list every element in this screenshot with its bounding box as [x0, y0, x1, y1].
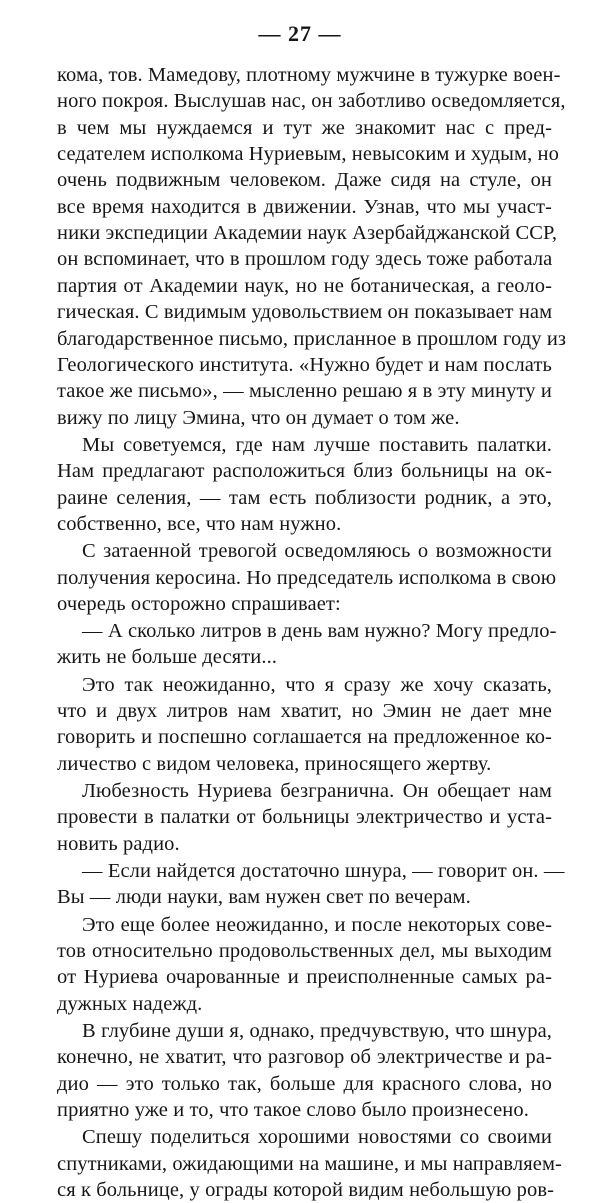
text-line: Это еще более неожиданно, и после некоторых сове-	[82, 913, 552, 936]
text-line: Мы советуемся, где нам лучше поставить палатки.	[82, 433, 552, 456]
text-line: кома, тов. Мамедову, плотному мужчине в тужурке воен-	[57, 64, 561, 86]
text-line: гическая. С видимым удовольствием он показывает нам	[57, 301, 553, 324]
text-line: жить не больше десяти...	[57, 646, 278, 669]
text-line: партия от Академии наук, но не ботаническая, а геоло-	[57, 274, 552, 297]
text-line: собственно, все, что нам нужно.	[57, 512, 342, 535]
text-line: дио — это только так, больше для красного слова, но	[57, 1072, 552, 1095]
text-line: спутниками, ожидающими на машине, и мы направляем-	[57, 1152, 562, 1175]
text-line: Спешу поделиться хорошими новостями со своими	[82, 1126, 552, 1149]
text-line: Нам предлагают расположиться близ больницы на ок-	[57, 460, 552, 483]
text-line: дужных надежд.	[57, 992, 203, 1015]
text-line: благодарственное письмо, присланное в прошлом году из	[57, 327, 567, 350]
text-line: очень подвижным человеком. Даже сидя на стуле, он	[57, 169, 552, 192]
text-line: он вспоминает, что в прошлом году здесь тоже работала	[57, 248, 553, 271]
text-line: личество с видом человека, приносящего жертву.	[57, 752, 492, 775]
text-line: седателем исполкома Нуриевым, невысоким и худым, но	[57, 143, 559, 166]
text-line: раине селения, — там есть поблизости родник, а это,	[57, 486, 552, 509]
page-number: — 27 —	[258, 21, 342, 46]
text-line: все время находится в движении. Узнав, что мы участ-	[57, 195, 552, 218]
text-line: С затаенной тревогой осведомляюсь о возможности	[82, 540, 552, 563]
text-line: ники экспедиции Академии наук Азербайджанской ССР,	[57, 222, 558, 245]
text-line: что и двух литров нам хватит, но Эмин не дает мне	[57, 700, 552, 722]
text-line: ся к больнице, у ограды которой видим небольшую ров-	[57, 1178, 555, 1201]
text-line: Это так неожиданно, что я сразу же хочу сказать,	[82, 673, 552, 696]
text-line: — А сколько литров в день вам нужно? Могу предло-	[82, 620, 557, 643]
text-line: Любезность Нуриева безгранична. Он обещает нам	[82, 780, 552, 802]
text-line: Геологического института. «Нужно будет и нам послать	[57, 353, 552, 376]
text-line: говорить и поспешно соглашается на предложенное ко-	[57, 726, 552, 749]
text-line: новить радио.	[57, 832, 180, 855]
text-line: в чем мы нуждаемся и тут же знакомит нас с пред-	[57, 116, 552, 139]
text-line: очередь осторожно спрашивает:	[57, 592, 341, 615]
text-line: конечно, не хватит, что разговор об электричестве и ра-	[57, 1046, 552, 1069]
text-line: тов относительно продовольственных дел, мы выходим	[57, 939, 552, 962]
text-line: Вы — люди науки, вам нужен свет по вечерам.	[57, 886, 471, 909]
text-line: получения керосина. Но председатель исполкома в свою	[57, 566, 557, 589]
text-line: вижу по лицу Эмина, что он думает о том же.	[57, 406, 460, 429]
text-line: такое же письмо», — мысленно решаю я в эту минуту и	[57, 380, 552, 403]
text-line: В глубине души я, однако, предчувствую, что шнура,	[82, 1019, 552, 1042]
text-line: ного покроя. Выслушав нас, он заботливо осведомляется,	[57, 90, 566, 113]
text-line: приятно уже и то, что такое слово было произнесено.	[57, 1098, 529, 1121]
text-line: провести в палатки от больницы электричество и уста-	[57, 806, 552, 829]
text-line: — Если найдется достаточно шнура, — говорит он. —	[82, 859, 565, 882]
text-line: от Нуриева очарованные и преисполненные самых ра-	[57, 966, 552, 989]
